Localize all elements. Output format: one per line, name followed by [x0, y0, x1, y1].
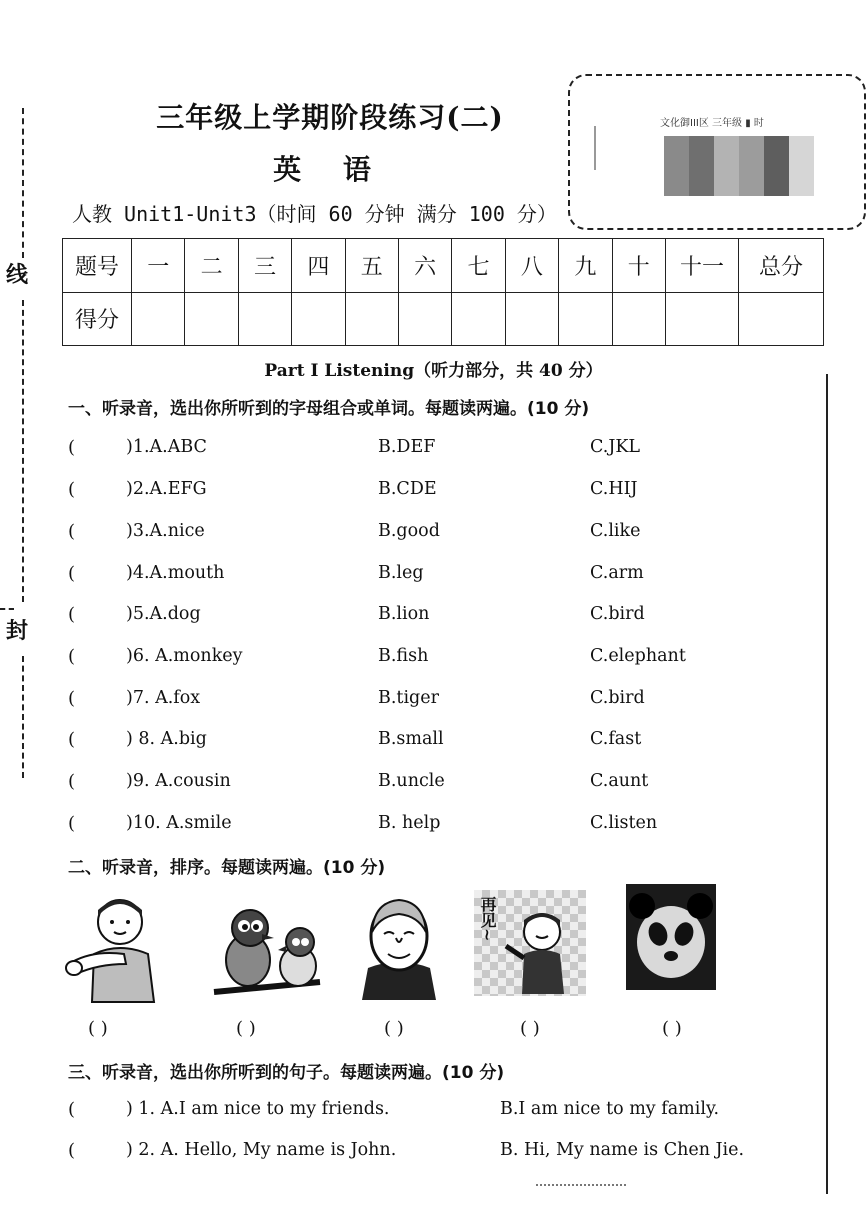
panda-picture [626, 884, 716, 990]
answer-paren[interactable]: ( [68, 729, 76, 750]
option-b: B.tiger [378, 688, 439, 708]
option-b: B.I am nice to my family. [500, 1099, 720, 1119]
option-b: B. help [378, 813, 441, 833]
answer-paren[interactable]: ( [68, 563, 76, 584]
score-header-cell: 五 [345, 239, 398, 293]
score-cell[interactable] [559, 292, 612, 346]
score-header-cell: 四 [292, 239, 345, 293]
option-a: )10. A.smile [126, 813, 232, 833]
stamp-text: 文化御III区 三年级 ▮ 时 [660, 118, 764, 129]
section-heading: 三、听录音，选出你所听到的句子。每题读两遍。(10 分) [68, 1063, 505, 1083]
part-heading: Part I Listening（听力部分，共 40 分） [264, 361, 603, 381]
option-c: C.bird [590, 688, 645, 708]
score-header-cell: 九 [559, 239, 612, 293]
answer-paren[interactable]: ( [68, 1099, 76, 1120]
answer-paren[interactable]: ( [68, 479, 76, 500]
boy-waving-picture [64, 892, 176, 1004]
stamp-blurred-image [664, 136, 814, 196]
score-cell[interactable] [739, 292, 824, 346]
binding-char-feng: 封 [6, 618, 29, 644]
subject-title: 英 语 [273, 153, 387, 186]
score-header-cell: 十 [612, 239, 665, 293]
goodbye-label: 再见~ [478, 896, 497, 942]
section-heading: 二、听录音，排序。每题读两遍。(10 分) [68, 858, 386, 878]
answer-paren[interactable]: ( [68, 604, 76, 625]
section-heading: 一、听录音，选出你所听到的字母组合或单词。每题读两遍。(10 分) [68, 399, 590, 419]
score-cell[interactable] [345, 292, 398, 346]
option-a: ) 2. A. Hello, My name is John. [126, 1140, 397, 1160]
score-header-cell: 题号 [63, 239, 132, 293]
option-a: )2.A.EFG [126, 479, 207, 499]
option-b: B. Hi, My name is Chen Jie. [500, 1140, 745, 1160]
cut-off-text-fragment [536, 1184, 626, 1194]
option-a: )9. A.cousin [126, 771, 231, 791]
goodbye-picture [474, 890, 586, 996]
option-b: B.CDE [378, 479, 437, 499]
option-c: C.bird [590, 604, 645, 624]
score-header-cell: 八 [505, 239, 558, 293]
answer-paren[interactable]: ( [68, 646, 76, 667]
option-a: ) 1. A.I am nice to my friends. [126, 1099, 390, 1119]
score-cell[interactable] [398, 292, 451, 346]
option-c: C.arm [590, 563, 644, 583]
option-b: B.fish [378, 646, 429, 666]
score-cell[interactable] [505, 292, 558, 346]
score-table [62, 238, 824, 346]
stamp-box [568, 74, 866, 230]
option-a: )6. A.monkey [126, 646, 243, 666]
right-margin-rule [826, 374, 828, 1194]
score-header-cell: 二 [185, 239, 238, 293]
option-a: )3.A.nice [126, 521, 205, 541]
option-a: )7. A.fox [126, 688, 201, 708]
old-man-picture [358, 892, 440, 1000]
score-header-cell: 三 [238, 239, 291, 293]
answer-paren[interactable]: ( [68, 1140, 76, 1161]
binding-dashed-line-bottom [22, 656, 24, 778]
option-b: B.DEF [378, 437, 436, 457]
order-blank[interactable]: ( ) [384, 1018, 404, 1039]
two-birds-picture [210, 900, 324, 1000]
binding-dashed-line-middle [22, 300, 24, 602]
score-cell[interactable] [452, 292, 505, 346]
option-c: C.aunt [590, 771, 649, 791]
option-c: C.elephant [590, 646, 686, 666]
option-c: C.JKL [590, 437, 641, 457]
option-b: B.small [378, 729, 444, 749]
order-blank[interactable]: ( ) [88, 1018, 108, 1039]
score-cell[interactable] [612, 292, 665, 346]
option-c: C.like [590, 521, 641, 541]
score-cell[interactable] [666, 292, 739, 346]
order-blank[interactable]: ( ) [662, 1018, 682, 1039]
stamp-edge-mark [594, 126, 596, 170]
score-header-cell: 七 [452, 239, 505, 293]
score-header-cell: 一 [132, 239, 185, 293]
answer-paren[interactable]: ( [68, 688, 76, 709]
score-table-score-row [63, 292, 824, 346]
order-blank[interactable]: ( ) [520, 1018, 540, 1039]
option-b: B.uncle [378, 771, 445, 791]
score-header-cell: 总分 [739, 239, 824, 293]
option-c: C.fast [590, 729, 642, 749]
option-c: C.HIJ [590, 479, 638, 499]
order-blank[interactable]: ( ) [236, 1018, 256, 1039]
option-b: B.leg [378, 563, 424, 583]
exam-scope: 人教 Unit1-Unit3（时间 60 分钟 满分 100 分） [72, 202, 557, 226]
answer-paren[interactable]: ( [68, 771, 76, 792]
answer-paren[interactable]: ( [68, 437, 76, 458]
binding-char-xian: 线 [6, 262, 29, 288]
binding-dash-right [0, 608, 14, 610]
option-b: B.lion [378, 604, 430, 624]
option-a: )1.A.ABC [126, 437, 207, 457]
page-title: 三年级上学期阶段练习(二) [156, 101, 504, 134]
score-table-header-row [63, 239, 824, 293]
answer-paren[interactable]: ( [68, 813, 76, 834]
waving-boy-figure [502, 906, 582, 994]
answer-paren[interactable]: ( [68, 521, 76, 542]
score-cell[interactable] [238, 292, 291, 346]
score-cell[interactable] [185, 292, 238, 346]
option-a: ) 8. A.big [126, 729, 207, 749]
score-cell[interactable] [132, 292, 185, 346]
score-header-cell: 十一 [666, 239, 739, 293]
score-cell[interactable] [292, 292, 345, 346]
option-b: B.good [378, 521, 440, 541]
option-a: )4.A.mouth [126, 563, 225, 583]
option-c: C.listen [590, 813, 658, 833]
score-header-cell: 六 [398, 239, 451, 293]
option-a: )5.A.dog [126, 604, 201, 624]
score-row-label: 得分 [63, 292, 132, 346]
